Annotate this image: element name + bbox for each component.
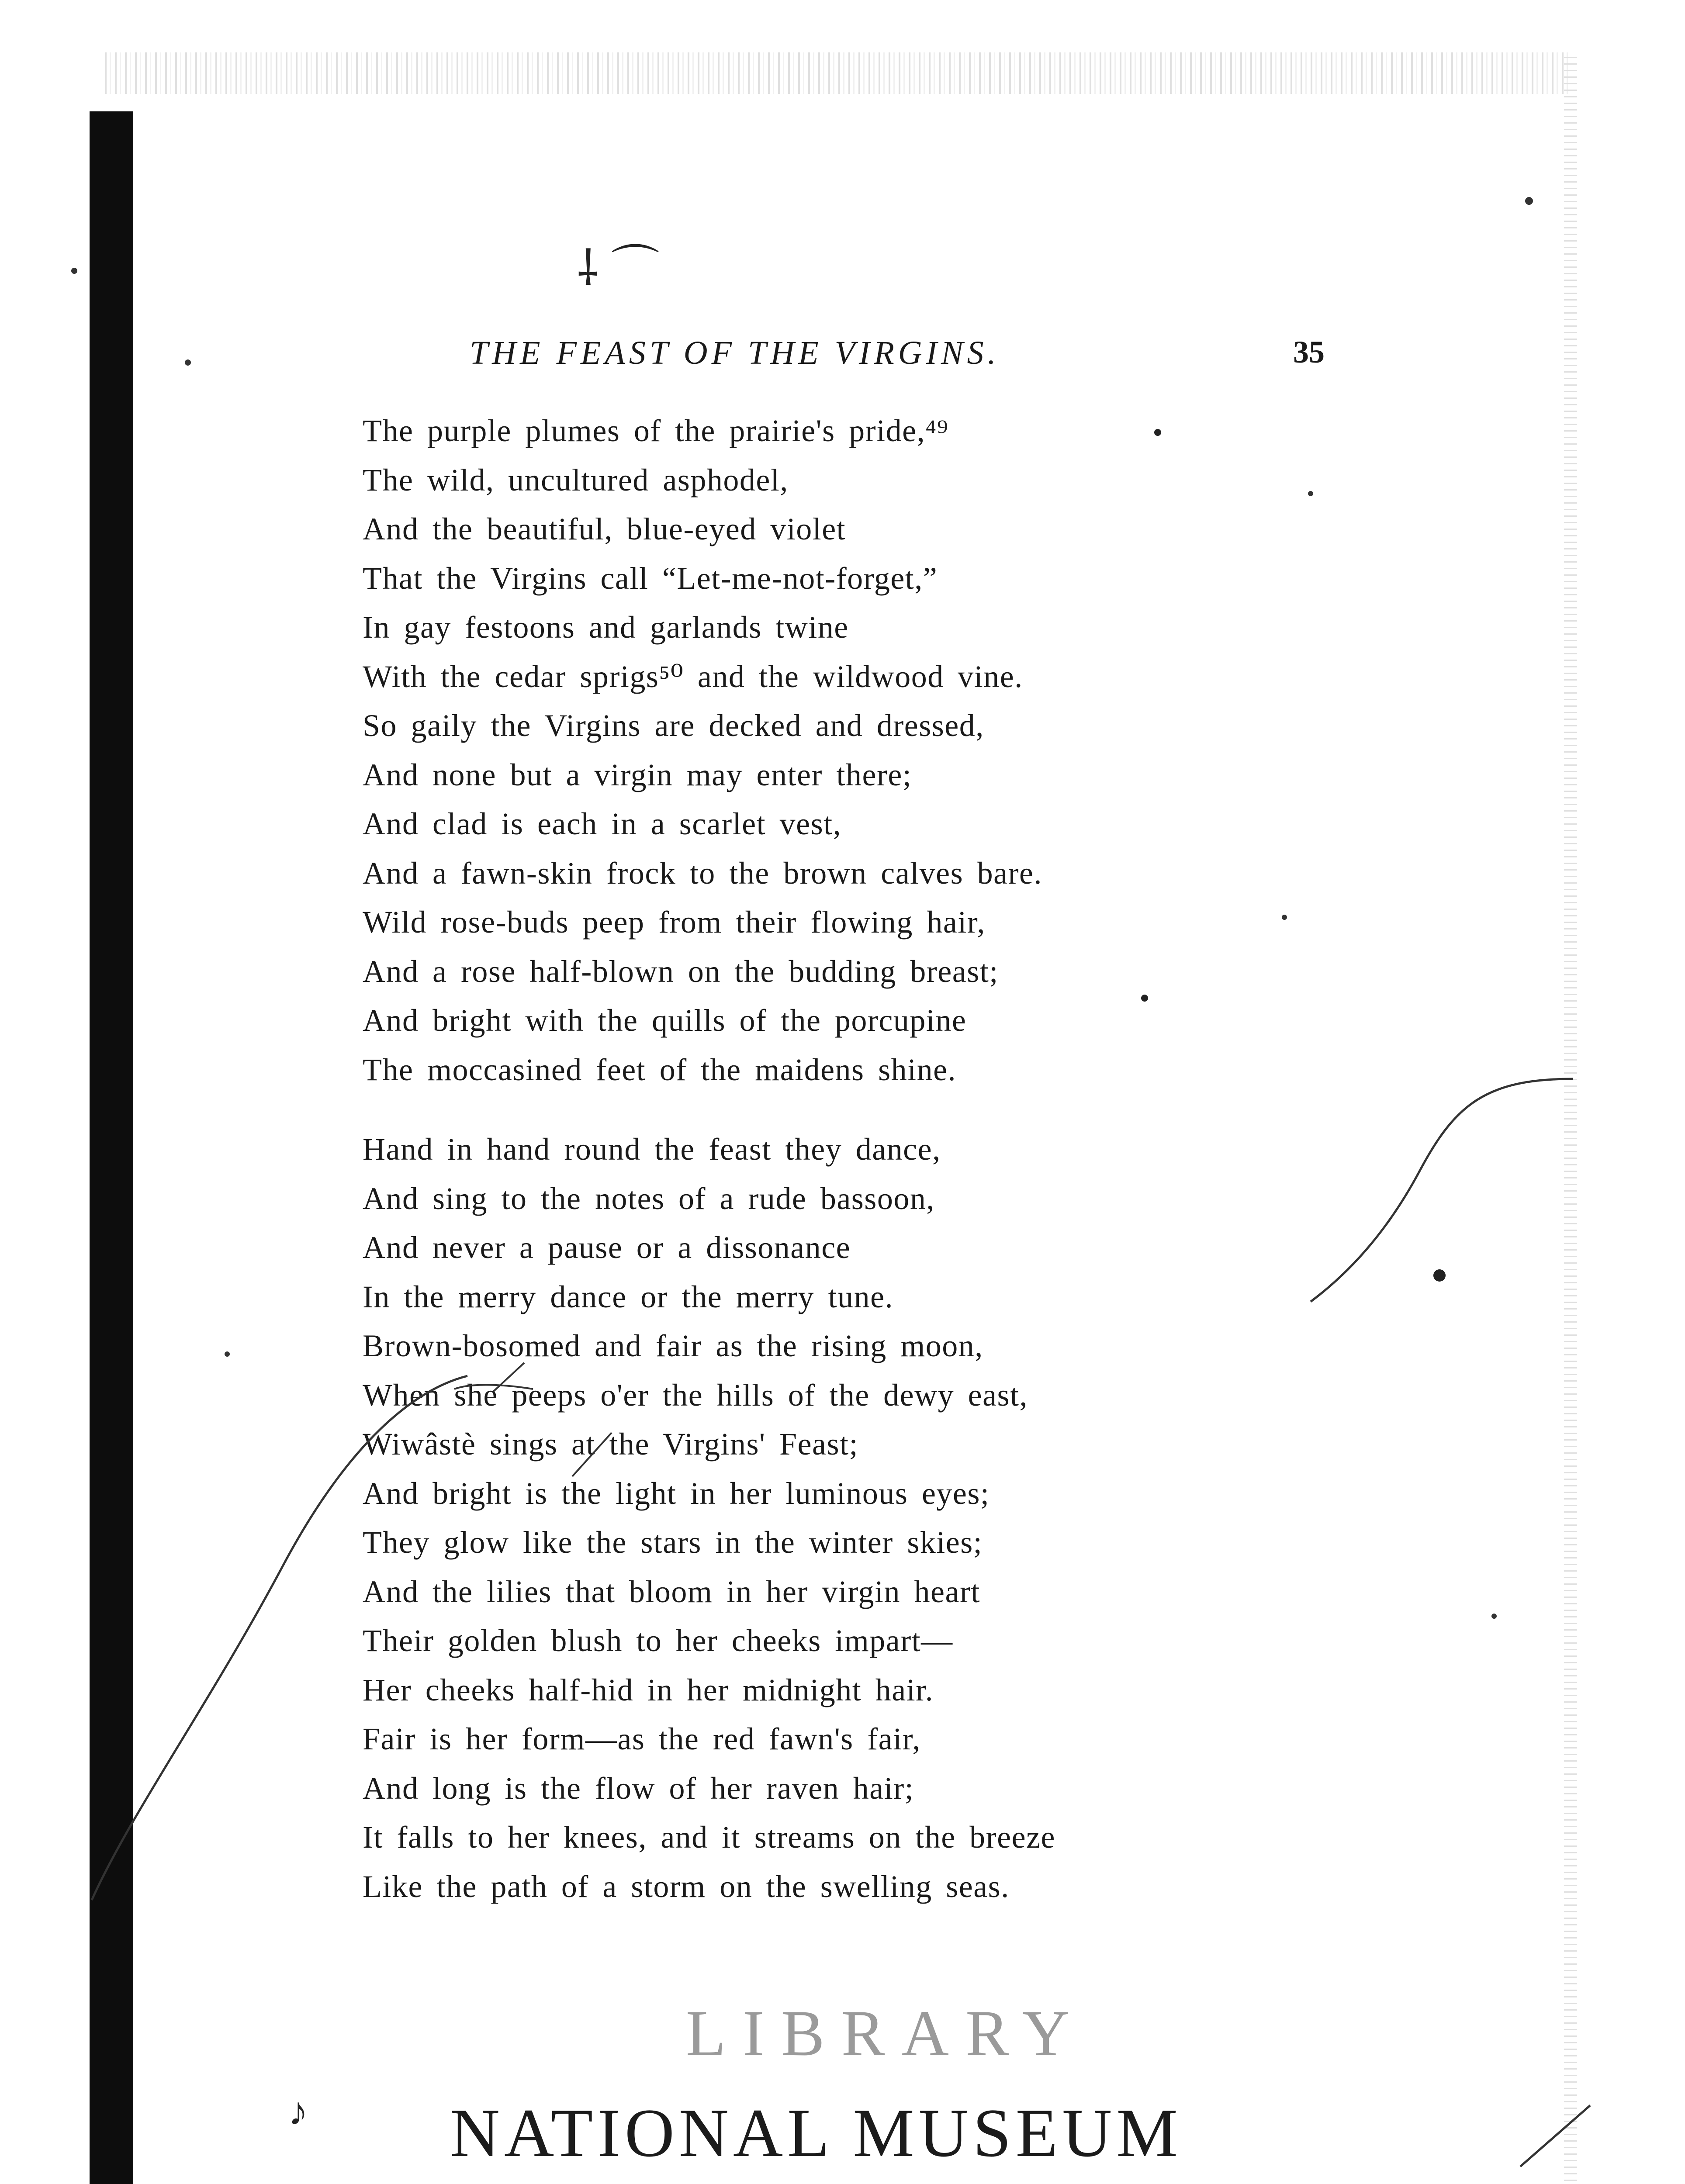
pencil-stroke [92,1376,467,1900]
pencil-stroke [454,1385,533,1389]
poem-line: And bright is the light in her luminous eyes; [363,1476,990,1511]
poem-line: The wild, uncultured asphodel, [363,462,789,498]
ink-dot [225,1351,230,1357]
pencil-stroke [1520,2105,1590,2167]
poem-line: Brown-bosomed and fair as the rising moon, [363,1328,983,1363]
poem-line: And the lilies that bloom in her virgin heart [363,1574,980,1609]
poem-line: And a fawn-skin frock to the brown calves bare. [363,855,1043,891]
poem-line: With the cedar sprigs⁵⁰ and the wildwood vine. [363,659,1023,694]
ink-dot [1433,1269,1446,1282]
poem-line: And the beautiful, blue-eyed violet [363,511,846,546]
pencil-stroke [572,1433,612,1476]
poem-line: And long is the flow of her raven hair; [363,1770,914,1806]
poem-line: Wild rose-buds peep from their flowing hair, [363,905,986,940]
running-head: THE FEAST OF THE VIRGINS. [470,335,1000,371]
poem-line: In the merry dance or the merry tune. [363,1279,894,1314]
museum-stamp-text: NATIONAL MUSEUM [450,2095,1182,2171]
poem-line: Their golden blush to her cheeks impart— [363,1623,953,1658]
poem-line: And never a pause or a dissonance [363,1230,851,1265]
poem-line: The moccasined feet of the maidens shine. [363,1052,957,1087]
ink-dot [1491,1614,1497,1619]
poem-line: Her cheeks half-hid in her midnight hair. [363,1672,934,1707]
ink-dot [1141,995,1148,1002]
poem-line: Hand in hand round the feast they dance, [363,1132,941,1167]
poem-line: And sing to the notes of a rude bassoon, [363,1181,935,1216]
page-number: 35 [1293,335,1325,370]
poem-line: It falls to her knees, and it streams on the breeze [363,1820,1055,1855]
ink-dot [1154,429,1161,436]
poem-line: So gaily the Virgins are decked and dressed, [363,708,984,743]
poem-line: And none but a virgin may enter there; [363,757,912,792]
poem-line: The purple plumes of the prairie's pride,⁴⁹ [363,413,949,448]
poem-line: And a rose half-blown on the budding breast; [363,954,999,989]
poem-line: And bright with the quills of the porcupine [363,1003,967,1038]
poem-line: And clad is each in a scarlet vest, [363,806,842,841]
poem-line: In gay festoons and garlands twine [363,610,849,645]
ink-dot [1282,915,1287,920]
ink-dot [71,268,77,274]
ink-mark: ♪ [288,2090,308,2133]
ink-dot [1525,197,1533,205]
ink-mark: ⸸ ⌒ [577,242,660,295]
poem-line: When she peeps o'er the hills of the dewy east, [363,1377,1028,1413]
pencil-stroke [1311,1079,1573,1302]
poem-line: They glow like the stars in the winter skies; [363,1525,983,1560]
poem-line: Like the path of a storm on the swelling seas. [363,1869,1010,1904]
poem-line: Wiwâstè sings at the Virgins' Feast; [363,1427,859,1462]
poem-line: That the Virgins call “Let-me-not-forget,” [363,560,938,596]
ink-dot [1308,491,1313,496]
library-stamp-text: LIBRARY [686,1997,1086,2070]
poem-line: Fair is her form—as the red fawn's fair, [363,1721,921,1756]
ink-dot [185,359,191,366]
